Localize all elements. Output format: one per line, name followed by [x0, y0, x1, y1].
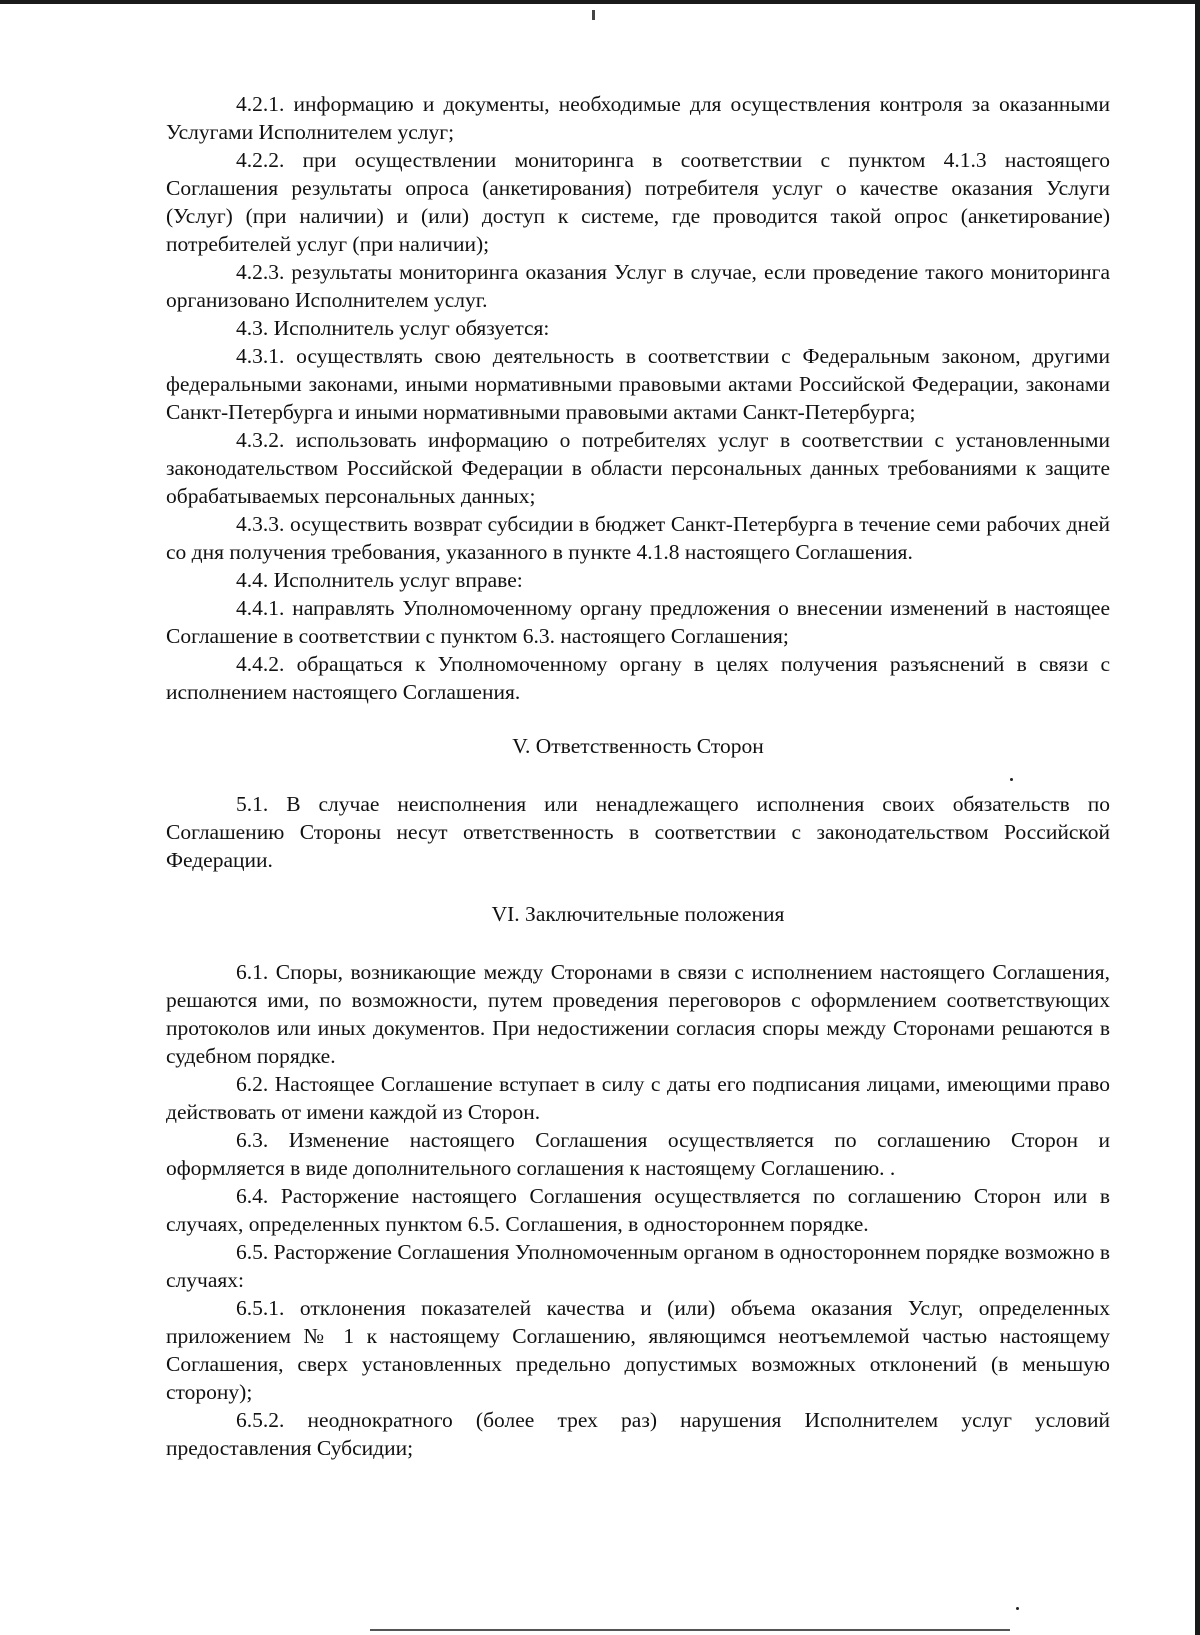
scan-speck	[1016, 1607, 1019, 1610]
section-heading-vi: VI. Заключительные положения	[491, 902, 785, 926]
paragraph-6-4: 6.4. Расторжение настоящего Соглашения осуществляется по соглашению Сторон или в случаях, определенных пунктом 6.5. Соглашения, в одностороннем порядке.	[166, 1184, 1110, 1236]
paragraph-4-4: 4.4. Исполнитель услуг вправе:	[236, 568, 523, 592]
scan-border-bottom	[370, 1629, 1010, 1631]
paragraph-6-5: 6.5. Расторжение Соглашения Уполномоченным органом в одностороннем порядке возможно в случаях:	[166, 1240, 1110, 1292]
scan-mark	[592, 10, 595, 20]
paragraph-4-3-3: 4.3.3. осуществить возврат субсидии в бюджет Санкт-Петербурга в течение семи рабочих дней со дня получения требования, указанного в пункте 4.1.8 настоящего Соглашения.	[166, 512, 1110, 564]
scan-border-right	[1195, 0, 1200, 1635]
paragraph-4-2-1: 4.2.1. информацию и документы, необходимые для осуществления контроля за оказанными Услугами Исполнителем услуг;	[166, 92, 1110, 144]
paragraph-6-2: 6.2. Настоящее Соглашение вступает в силу с даты его подписания лицами, имеющими право действовать от имени каждой из Сторон.	[166, 1072, 1110, 1124]
paragraph-4-3-1: 4.3.1. осуществлять свою деятельность в соответствии с Федеральным законом, другими федеральными законами, иными нормативными правовыми актами Российской Федерации, законами Санкт-Петербурга и иными нормативными правовыми актами Санкт-Петербурга;	[166, 344, 1110, 424]
paragraph-4-3-2: 4.3.2. использовать информацию о потребителях услуг в соответствии с установленными законодательством Российской Федерации в области персональных данных требованиями к защите обрабатываемых персональных данных;	[166, 428, 1110, 508]
scan-border-top	[0, 0, 1200, 4]
paragraph-6-5-1: 6.5.1. отклонения показателей качества и (или) объема оказания Услуг, определенных приложением № 1 к настоящему Соглашению, являющимся неотъемлемой частью настоящему Соглашения, сверх установленных предельно допустимых возможных отклонений (в меньшую сторону);	[166, 1296, 1110, 1404]
paragraph-4-4-2: 4.4.2. обращаться к Уполномоченному органу в целях получения разъяснений в связи с исполнением настоящего Соглашения.	[166, 652, 1110, 704]
document-page	[166, 90, 1110, 1462]
paragraph-4-3: 4.3. Исполнитель услуг обязуется:	[236, 316, 550, 340]
paragraph-4-2-3: 4.2.3. результаты мониторинга оказания Услуг в случае, если проведение такого мониторинга организовано Исполнителем услуг.	[166, 260, 1110, 312]
paragraph-4-4-1: 4.4.1. направлять Уполномоченному органу предложения о внесении изменений в настоящее Соглашение в соответствии с пунктом 6.3. настоящего Соглашения;	[166, 596, 1110, 648]
paragraph-4-2-2: 4.2.2. при осуществлении мониторинга в соответствии с пунктом 4.1.3 настоящего Соглашения результаты опроса (анкетирования) потребителя услуг о качестве оказания Услуги (Услуг) (при наличии) и (или) доступ к системе, где проводится такой опрос (анкетирование) потребителей услуг (при наличии);	[166, 148, 1110, 256]
paragraph-6-3: 6.3. Изменение настоящего Соглашения осуществляется по соглашению Сторон и оформляется в виде дополнительного соглашения к настоящему Соглашению. .	[166, 1128, 1110, 1180]
section-heading-v: V. Ответственность Сторон	[512, 734, 764, 758]
paragraph-5-1: 5.1. В случае неисполнения или ненадлежащего исполнения своих обязательств по Соглашению Стороны несут ответственность в соответствии с законодательством Российской Федерации.	[166, 792, 1110, 872]
paragraph-6-1: 6.1. Споры, возникающие между Сторонами в связи с исполнением настоящего Соглашения, решаются ими, по возможности, путем проведения переговоров с оформлением соответствующих протоколов или иных документов. При недостижении согласия споры между Сторонами решаются в судебном порядке.	[166, 960, 1110, 1068]
paragraph-6-5-2: 6.5.2. неоднократного (более трех раз) нарушения Исполнителем услуг условий предоставления Субсидии;	[166, 1408, 1110, 1460]
